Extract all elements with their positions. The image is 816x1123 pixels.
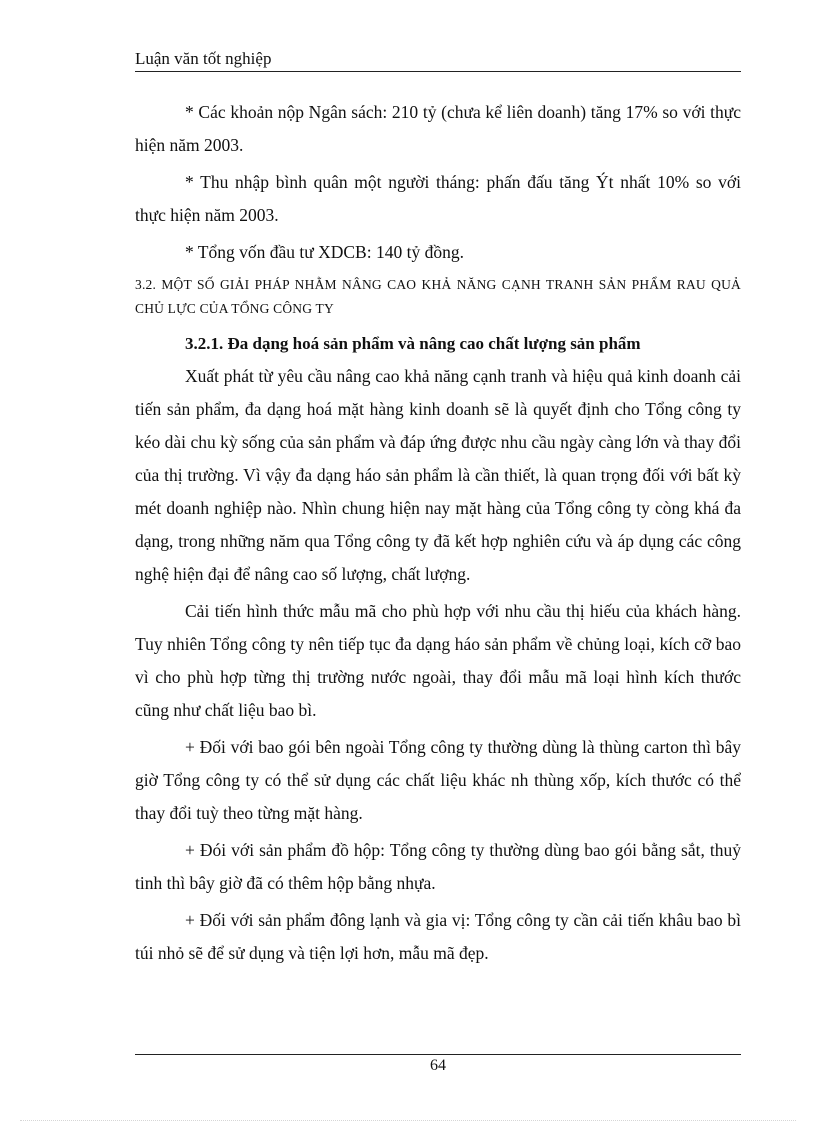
subsection-heading: 3.2.1. Đa dạng hoá sản phẩm và nâng cao chất lượng sản phẩm (185, 334, 641, 353)
paragraph-outer-packaging: + Đối với bao gói bên ngoài Tổng công ty thường dùng là thùng carton thì bây giờ Tổng công ty có thể sử dụng các chất liệu khác nh thùng xốp, kích thước có thể thay đổi tuỳ theo từng mặt hàng. (135, 737, 741, 823)
paragraph-packaging-design: Cải tiến hình thức mẫu mã cho phù hợp với nhu cầu thị hiếu của khách hàng. Tuy nhiên Tổng công ty nên tiếp tục đa dạng háo sản phẩm về chủng loại, kích cỡ bao vì cho phù hợp từng thị trường nước ngoài, thay đổi mẫu mã loại hình kích thước cũng như chất liệu bao bì. (135, 601, 741, 720)
paragraph-income: * Thu nhập bình quân một người tháng: phấn đấu tăng Ýt nhất 10% so với thực hiện năm 2003. (135, 172, 741, 225)
section-heading: 3.2. MỘT SỐ GIẢI PHÁP NHẰM NÂNG CAO KHẢ NĂNG CẠNH TRANH SẢN PHẨM RAU QUẢ CHỦ LỰC CỦA TỔNG CÔNG TY (135, 277, 741, 316)
page-number: 64 (430, 1057, 446, 1074)
paragraph-diversification: Xuất phát từ yêu cầu nâng cao khả năng cạnh tranh và hiệu quả kinh doanh cải tiến sản phẩm, đa dạng hoá mặt hàng kinh doanh sẽ là quyết định cho Tổng công ty kéo dài chu kỳ sống của sản phẩm và đáp ứng được nhu cầu ngày càng lớn và thay đổi của thị trường. Vì vậy đa dạng háo sản phẩm là cần thiết, là quan trọng đối với bất kỳ mét doanh nghiệp nào. Nhìn chung hiện nay mặt hàng của Tổng công ty còng khá đa dạng, trong những năm qua Tổng công ty đã kết hợp nghiên cứu và áp dụng các công nghệ hiện đại để nâng cao số lượng, chất lượng. (135, 366, 741, 584)
paragraph-canned-products: + Đói với sản phẩm đồ hộp: Tổng công ty thường dùng bao gói bằng sắt, thuỷ tinh thì bây giờ đã có thêm hộp bằng nhựa. (135, 840, 741, 893)
page-header: Luận văn tốt nghiệp (135, 49, 272, 68)
paragraph-frozen-products: + Đối với sản phẩm đông lạnh và gia vị: Tổng công ty cần cải tiến khâu bao bì túi nhỏ sẽ để sử dụng và tiện lợi hơn, mẫu mã đẹp. (135, 910, 741, 963)
header-divider (135, 71, 741, 72)
page-body (135, 96, 741, 970)
paragraph-investment: * Tổng vốn đầu tư XDCB: 140 tỷ đồng. (185, 242, 464, 262)
footer-divider (135, 1054, 741, 1055)
paragraph-budget: * Các khoản nộp Ngân sách: 210 tỷ (chưa kể liên doanh) tăng 17% so với thực hiện năm 2003. (135, 102, 741, 155)
page-bottom-dotted-line (20, 1120, 796, 1121)
